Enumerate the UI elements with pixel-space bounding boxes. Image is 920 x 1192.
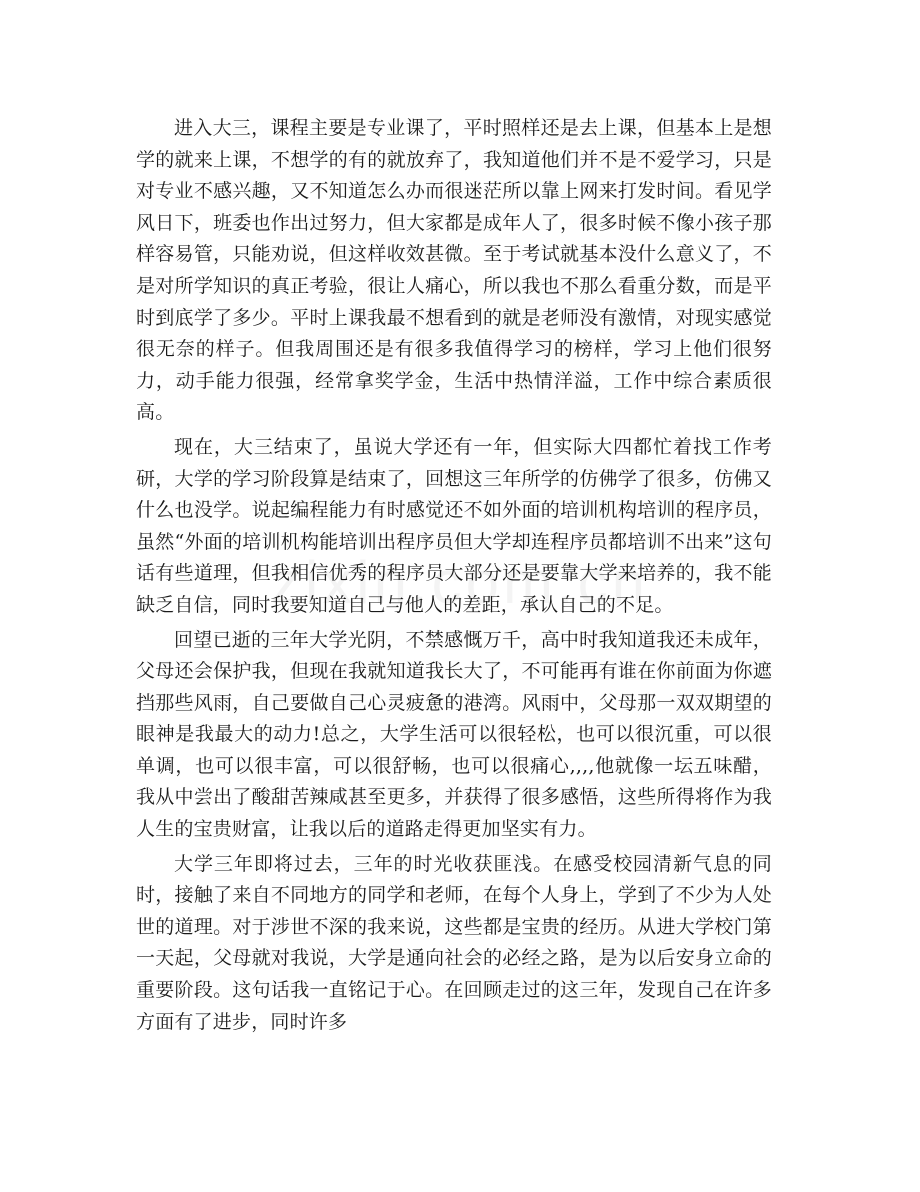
paragraph-1: 进入大三，课程主要是专业课了，平时照样还是去上课，但基本上是想学的就来上课，不想学的有的就放弃了，我知道他们并不是不爱学习，只是对专业不感兴趣，又不知道怎么办而很迷茫所以靠上网来打发时间。看见学风日下，班委也作出过努力，但大家都是成年人了，很多时候不像小孩子那样容易管，只能劝说，但这样收效甚微。至于考试就基本没什么意义了，不是对所学知识的真正考验，很让人痛心，所以我也不那么看重分数，而是平时到底学了多少。平时上课我最不想看到的就是老师没有激情，对现实感觉很无奈的样子。但我周围还是有很多我值得学习的榜样，学习上他们很努力，动手能力很强，经常拿奖学金，生活中热情洋溢，工作中综合素质很高。 [136,117,772,424]
paragraph-3: 回望已逝的三年大学光阴，不禁感慨万千，高中时我知道我还未成年，父母还会保护我，但现在我就知道我长大了，不可能再有谁在你前面为你遮挡那些风雨，自己要做自己心灵疲惫的港湾。风雨中，父母那一双双期望的眼神是我最大的动力!总之，大学生活可以很轻松，也可以很沉重，可以很单调，也可以很丰富，可以很舒畅，也可以很痛心,,,,他就像一坛五味醋，我从中尝出了酸甜苦辣咸甚至更多，并获得了很多感悟，这些所得将作为我人生的宝贵财富，让我以后的道路走得更加坚实有力。 [136,628,772,841]
document-body [136,113,772,1038]
paragraph-2: 现在，大三结束了，虽说大学还有一年，但实际大四都忙着找工作考研，大学的学习阶段算是结束了，回想这三年所学的仿佛学了很多，仿佛又什么也没学。说起编程能力有时感觉还不如外面的培训机构培训的程序员，虽然“外面的培训机构能培训出程序员但大学却连程序员都培训不出来”这句话有些道理，但我相信优秀的程序员大部分还是要靠大学来培养的，我不能缺乏自信，同时我要知道自己与他人的差距，承认自己的不足。 [136,435,772,616]
paragraph-4: 大学三年即将过去，三年的时光收获匪浅。在感受校园清新气息的同时，接触了来自不同地方的同学和老师，在每个人身上，学到了不少为人处世的道理。对于涉世不深的我来说，这些都是宝贵的经历。从进大学校门第一天起，父母就对我说，大学是通向社会的必经之路，是为以后安身立命的重要阶段。这句话我一直铭记于心。在回顾走过的这三年，发现自己在许多方面有了进步，同时许多 [136,852,772,1033]
